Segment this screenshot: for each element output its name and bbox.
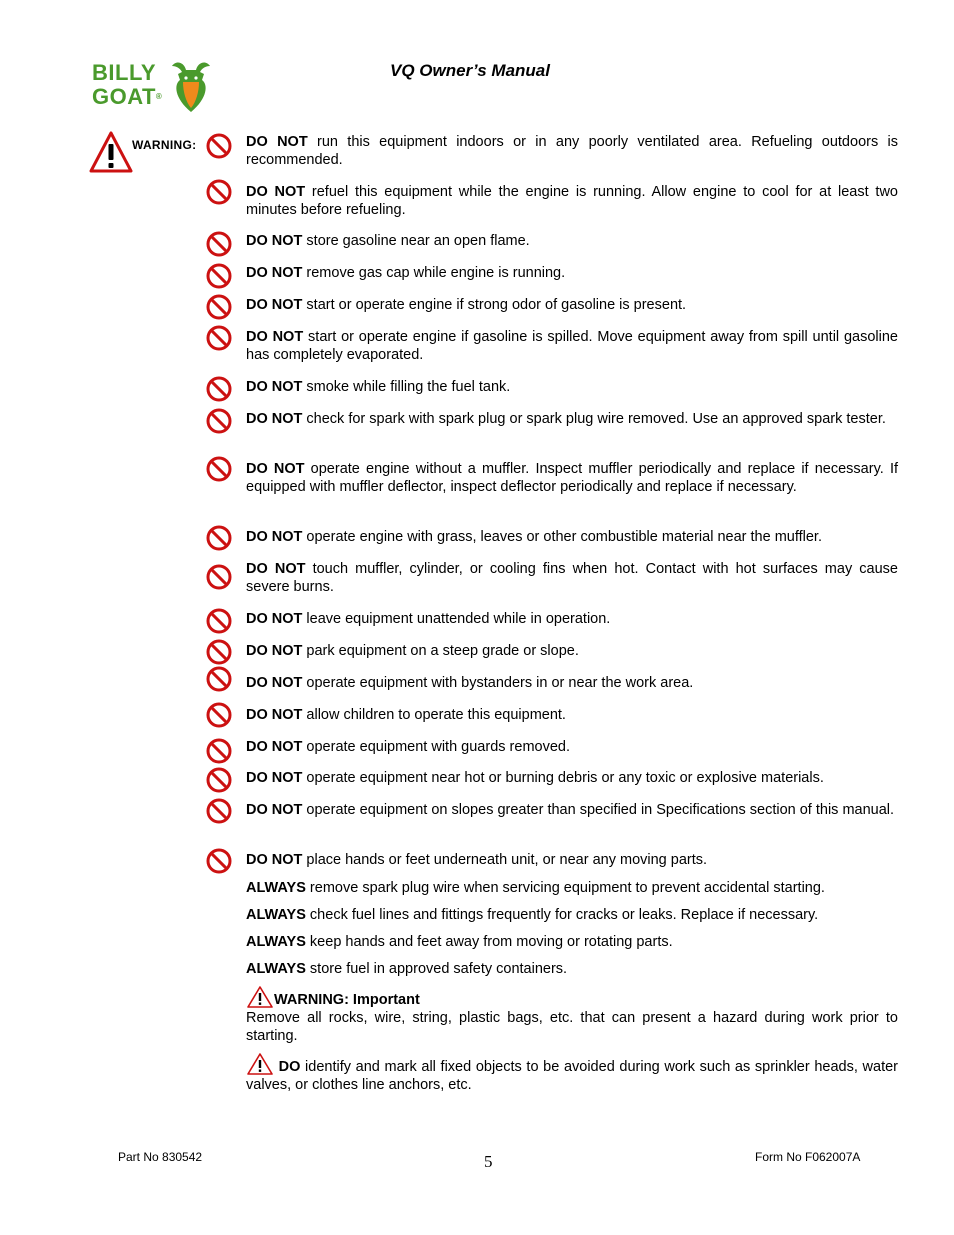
prohibition-item: DO NOT start or operate engine if strong odor of gasoline is present.	[246, 297, 687, 313]
prohibition-item: DO NOT operate engine without a muffler. Inspect muffler periodically and replace if necessary. If equipped with muffler deflector, inspect deflector periodically and replace if necessary.	[246, 461, 898, 495]
prohibition-item: DO NOT operate engine with grass, leaves or other combustible material near the muffler.	[246, 529, 822, 545]
prohibited-icon	[205, 607, 233, 640]
prohibited-icon	[205, 375, 233, 408]
prohibition-item: DO NOT store gasoline near an open flame.	[246, 233, 530, 249]
prohibited-icon	[205, 524, 233, 557]
prohibition-item: DO NOT park equipment on a steep grade or slope.	[246, 643, 579, 659]
important-text: Remove all rocks, wire, string, plastic bags, etc. that can present a hazard during work prior to starting.	[246, 1010, 898, 1044]
always-item: ALWAYS remove spark plug wire when servicing equipment to prevent accidental starting.	[246, 880, 825, 896]
prohibition-item: DO NOT run this equipment indoors or in any poorly ventilated area. Refueling outdoors is recommended.	[246, 134, 899, 168]
prohibited-icon	[205, 455, 233, 488]
prohibited-icon	[205, 665, 233, 698]
prohibition-item: DO NOT smoke while filling the fuel tank.	[246, 379, 511, 395]
prohibited-icon	[205, 563, 233, 596]
always-item: ALWAYS store fuel in approved safety containers.	[246, 961, 568, 977]
logo-word-goat: GOAT®	[92, 84, 163, 109]
always-item: ALWAYS check fuel lines and fittings frequently for cracks or leaks. Replace if necessary.	[246, 907, 819, 923]
form-number: Form No F062007A	[755, 1150, 861, 1164]
prohibition-item: DO NOT leave equipment unattended while in operation.	[246, 611, 611, 627]
prohibited-icon	[205, 262, 233, 295]
warning-triangle-icon	[246, 1059, 274, 1075]
page-number: 5	[484, 1152, 493, 1171]
always-item: ALWAYS keep hands and feet away from moving or rotating parts.	[246, 934, 673, 950]
prohibited-icon	[205, 230, 233, 263]
prohibition-item: DO NOT check for spark with spark plug or spark plug wire removed. Use an approved spark tester.	[246, 411, 886, 427]
logo-word-billy: BILLY	[92, 60, 157, 85]
billy-goat-logo	[92, 58, 218, 114]
warning-triangle-icon	[88, 130, 134, 175]
prohibition-item: DO NOT operate equipment on slopes greater than specified in Specifications section of this manual.	[246, 802, 895, 818]
prohibition-item: DO NOT operate equipment with bystanders in or near the work area.	[246, 675, 694, 691]
prohibited-icon	[205, 293, 233, 326]
prohibited-icon	[205, 178, 233, 211]
prohibited-icon	[205, 324, 233, 357]
prohibition-item: DO NOT place hands or feet underneath unit, or near any moving parts.	[246, 852, 708, 868]
important-warning-block	[246, 985, 898, 1045]
important-heading: WARNING: Important	[274, 992, 420, 1008]
prohibited-icon	[205, 766, 233, 799]
prohibited-icon	[205, 132, 233, 165]
prohibited-icon	[205, 407, 233, 440]
prohibition-item: DO NOT operate equipment with guards removed.	[246, 739, 570, 755]
prohibition-item: DO NOT refuel this equipment while the engine is running. Allow engine to cool for at least two minutes before refueling.	[246, 184, 898, 218]
warning-triangle-icon	[246, 992, 274, 1008]
do-item: DO identify and mark all fixed objects to be avoided during work such as sprinkler heads, water valves, or clothes line anchors, etc.	[246, 1052, 898, 1094]
prohibited-icon	[205, 847, 233, 880]
prohibition-item: DO NOT remove gas cap while engine is running.	[246, 265, 566, 281]
prohibition-item: DO NOT start or operate engine if gasoline is spilled. Move equipment away from spill until gasoline has completely evaporated.	[246, 329, 898, 363]
warning-badge	[88, 130, 206, 175]
part-number: Part No 830542	[118, 1150, 203, 1164]
prohibited-icon	[205, 701, 233, 734]
goat-head-icon	[166, 58, 216, 114]
prohibition-item: DO NOT touch muffler, cylinder, or cooling fins when hot. Contact with hot surfaces may cause severe burns.	[246, 561, 898, 595]
prohibited-icon	[205, 797, 233, 830]
prohibition-item: DO NOT operate equipment near hot or burning debris or any toxic or explosive materials.	[246, 770, 824, 786]
warning-label: WARNING:	[132, 138, 197, 152]
page-title: VQ Owner’s Manual	[390, 61, 550, 80]
prohibition-item: DO NOT allow children to operate this equipment.	[246, 707, 566, 723]
